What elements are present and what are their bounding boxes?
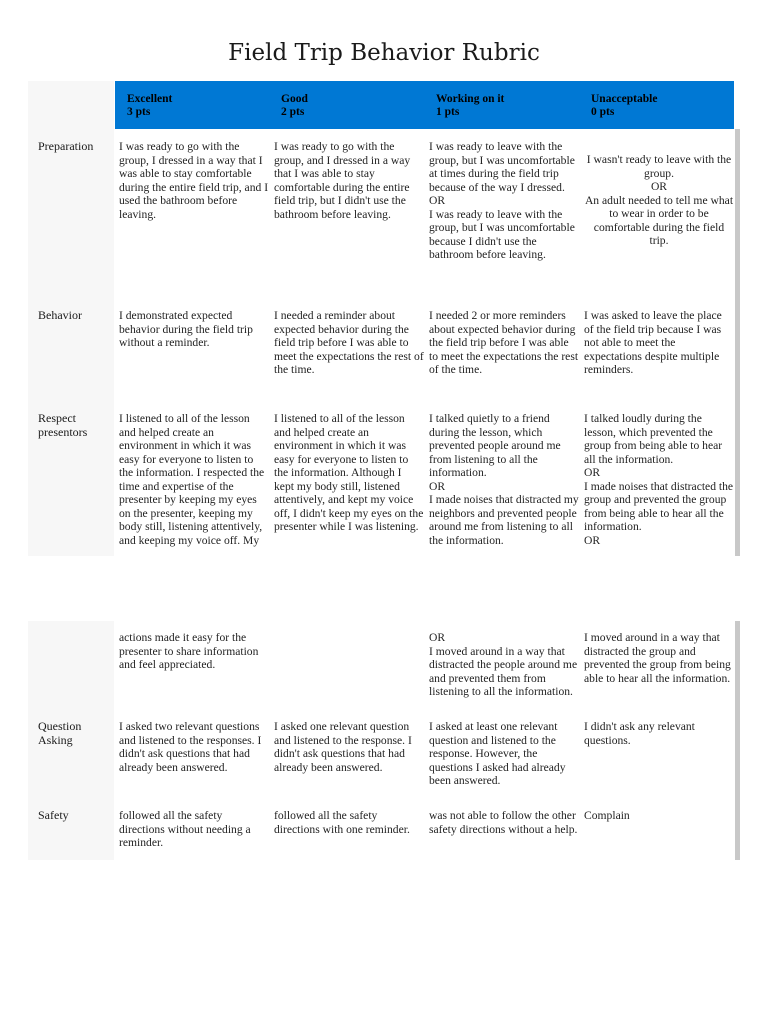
cell-working-on-it: I was ready to leave with the group, but I was uncomfortable at times during the field trip because of the way I dressed. OR I was ready to leave with the group, but I was uncomfortable because I didn't use the bathroom before leaving. [429,140,575,261]
vertical-scrollbar[interactable] [735,621,740,860]
cell-unacceptable: I talked loudly during the lesson, which prevented the group from being able to hear all the information. OR I made noises that distracted the group and prevented the group from being able to hear all the information. OR [584,412,734,547]
header-excellent [127,93,272,119]
row-label: Safety [38,808,69,822]
row-label: Respect presentors [38,411,88,439]
rubric-table-page-2 [28,621,740,860]
header-label: Unacceptable [591,93,658,105]
header-label: Excellent [127,93,173,105]
header-unacceptable [591,93,736,119]
cell-working-on-it: was not able to follow the other safety directions without a help. [429,809,578,836]
header-good [281,93,426,119]
cell-good: I was ready to go with the group, and I dressed in a way that I was able to stay comfortable during the entire field trip, but I didn't use the bathroom before leaving. [274,140,411,221]
cell-excellent: I was ready to go with the group, I dressed in a way that I was able to stay comfortable during the entire field trip, and I used the bathroom before leaving. [119,140,269,221]
row-label: Preparation [38,139,94,153]
document-title: Field Trip Behavior Rubric [228,40,540,66]
row-label: Behavior [38,308,82,322]
cell-unacceptable: I was asked to leave the place of the field trip because I was not able to meet the expectations despite multiple reminders. [584,309,722,376]
cell-unacceptable: Complain [584,809,630,822]
header-points: 3 pts [127,106,151,118]
header-label: Good [281,93,308,105]
rubric-table-page-1 [28,81,740,556]
cell-good: followed all the safety directions with one reminder. [274,809,410,836]
cell-excellent: I listened to all of the lesson and helped create an environment in which it was easy for everyone to listen to the information. I respected the time and expertise of the presenter by keeping my eyes on the presenter, keeping my body still, listening attentively, and keeping my voice off. My [119,412,265,547]
cell-unacceptable: I wasn't ready to leave with the group. OR An adult needed to tell me what to wear in order to be comfortable during the field trip. [584,153,734,247]
cell-working-on-it: OR I moved around in a way that distracted the people around me and prevented them from listening to all the information. [429,631,578,698]
header-label: Working on it [436,93,505,105]
header-points: 1 pts [436,106,460,118]
vertical-scrollbar[interactable] [735,129,740,556]
header-points: 2 pts [281,106,305,118]
rubric-header-row [115,81,734,129]
cell-working-on-it: I talked quietly to a friend during the lesson, which prevented people around me from listening to all the information. OR I made noises that distracted my neighbors and prevented people around me from listening to all the information. [429,412,579,547]
cell-excellent: actions made it easy for the presenter to share information and feel appreciated. [119,631,259,671]
cell-working-on-it: I asked at least one relevant question and listened to the response. However, the questions I asked had already been answered. [429,720,566,787]
cell-excellent: I demonstrated expected behavior during the field trip without a reminder. [119,309,253,349]
cell-excellent: followed all the safety directions without needing a reminder. [119,809,251,849]
header-points: 0 pts [591,106,615,118]
cell-working-on-it: I needed 2 or more reminders about expected behavior during the field trip before I was able to meet the expectations the rest of the time. [429,309,579,376]
cell-good: I needed a reminder about expected behavior during the field trip before I was able to meet the expectations the rest of the time. [274,309,424,376]
cell-good: I asked one relevant question and listened to the response. I didn't ask questions that had already been answered. [274,720,412,774]
cell-unacceptable: I didn't ask any relevant questions. [584,720,695,747]
cell-good: I listened to all of the lesson and helped create an environment in which it was easy for everyone to listen to the information. Although I kept my body still, listened attentively, and kept my voice off, I didn't keep my eyes on the presenter while I was listening. [274,412,424,533]
row-label: Question Asking [38,719,82,747]
header-working-on-it [436,93,581,119]
cell-excellent: I asked two relevant questions and listened to the responses. I didn't ask questions that had already been answered. [119,720,262,774]
cell-unacceptable: I moved around in a way that distracted the group and prevented the group from being able to hear all the information. [584,631,731,685]
